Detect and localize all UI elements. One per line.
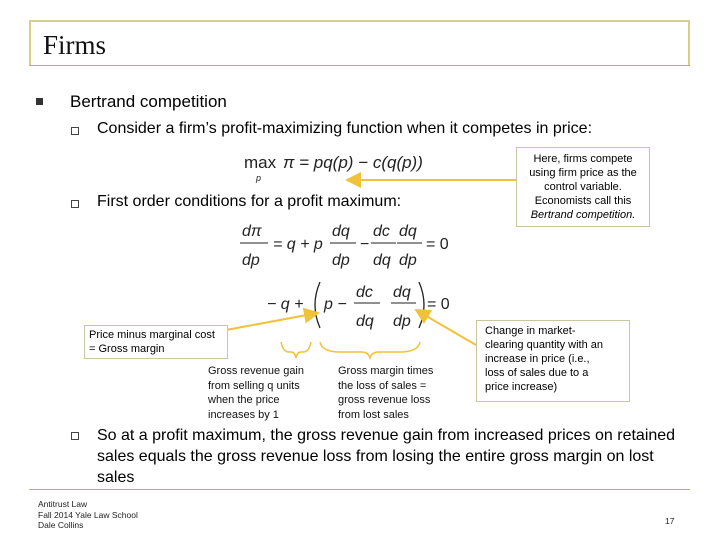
eq2-minus: − — [360, 236, 370, 253]
sub-bullet-conclusion: So at a profit maximum, the gross revenue gain from increased prices on retained sales equals the gross revenue loss from losing the entire gross margin on lost sales — [97, 427, 676, 486]
sub-bullet-icon — [71, 432, 79, 440]
note-line: gross revenue loss — [338, 394, 431, 406]
callout-line: = Gross margin — [89, 343, 165, 355]
callout-line: Economists call this — [534, 195, 632, 207]
eq3-p: p − — [324, 296, 347, 313]
slide-title: Firms — [43, 30, 107, 60]
callout-line: clearing quantity with an — [485, 339, 604, 351]
sub-bullet-profit-max: Consider a firm’s profit-maximizing function when it competes in price: — [97, 120, 593, 137]
note-line: increases by 1 — [208, 408, 279, 421]
eq2-rhs: = 0 — [426, 236, 449, 253]
callout-line: using firm price as the — [529, 167, 637, 179]
eq3-f1-num: dc — [356, 284, 373, 301]
eq2-lhs-den: dp — [242, 252, 260, 269]
eq2-f3-num: dq — [399, 223, 417, 240]
brace-loss — [320, 342, 420, 358]
note-gross-revenue-loss — [338, 364, 458, 422]
note-line: from selling q units — [208, 379, 300, 392]
note-line: when the price — [208, 394, 280, 406]
callout-bertrand — [516, 147, 650, 227]
footer-line: Dale Collins — [38, 520, 84, 530]
footer-line: Antitrust Law — [38, 499, 88, 509]
eq3-f1-den: dq — [356, 313, 374, 330]
eq3-f2-num: dq — [393, 284, 411, 301]
callout-line: Bertrand competition. — [530, 209, 636, 221]
note-line: Gross margin times — [338, 365, 434, 377]
note-line: from lost sales — [338, 408, 409, 421]
callout-line: increase in price (i.e., — [485, 353, 590, 365]
arrow-to-dq-dp — [416, 310, 476, 345]
eq2-f3-den: dp — [399, 252, 417, 269]
eq2-f1-den: dp — [332, 252, 350, 269]
eq1-body: π = pq(p) − c(q(p)) — [283, 153, 423, 172]
page-number: 17 — [665, 516, 675, 526]
bullet-bertrand: Bertrand competition — [70, 92, 227, 111]
callout-line: loss of sales due to a — [485, 367, 589, 379]
sub-bullet-first-order: First order conditions for a profit maximum: — [97, 193, 402, 210]
callout-line: Here, firms compete — [533, 153, 633, 165]
note-line: the loss of sales = — [338, 379, 427, 392]
footer-rule — [29, 489, 690, 490]
brace-gain — [281, 342, 311, 358]
note-line: Gross revenue gain — [208, 365, 304, 377]
callout-change-quantity — [476, 320, 630, 402]
eq2-f2-num: dc — [373, 223, 390, 240]
eq2-mid: = q + p — [273, 236, 323, 253]
eq1-max: max — [244, 153, 277, 172]
eq2-f1-num: dq — [332, 223, 350, 240]
note-gross-revenue-gain — [208, 364, 328, 422]
eq1-sub-p: p — [256, 173, 262, 183]
eq3-rhs: = 0 — [427, 296, 450, 313]
callout-gross-margin — [84, 325, 228, 359]
eq3-f2-den: dp — [393, 313, 411, 330]
footer-line: Fall 2014 Yale Law School — [38, 509, 138, 520]
arrow-to-gross-margin — [226, 313, 318, 330]
callout-line: control variable. — [544, 181, 622, 193]
callout-line: Price minus marginal cost — [89, 329, 215, 341]
callout-line: Change in market- — [485, 325, 576, 337]
eq2-f2-den: dq — [373, 252, 391, 269]
eq3-lead: − q + — [267, 296, 304, 313]
callout-line: price increase) — [485, 381, 558, 393]
footer-course — [38, 499, 138, 531]
eq2-lhs-num: dπ — [242, 223, 262, 240]
